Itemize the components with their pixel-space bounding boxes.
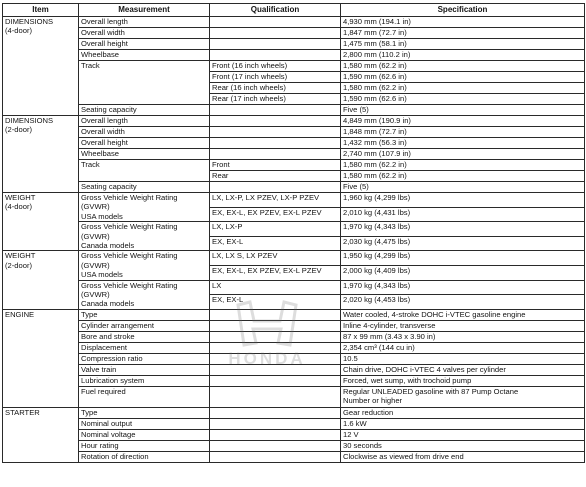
item-cell: [3, 309, 79, 407]
qualification-cell: [210, 418, 341, 429]
specification-value: 12 V: [343, 429, 359, 439]
qualification-cell: EX, EX-L, EX PZEV, EX-L PZEV: [210, 207, 341, 222]
qualification-cell: Front (16 inch wheels): [210, 61, 341, 72]
header-measurement: Measurement: [79, 4, 210, 17]
qualification-cell: [210, 407, 341, 418]
specification-cell: [341, 61, 585, 72]
measurement-label: Type: [81, 309, 98, 319]
specification-value: Inline 4-cylinder, transverse: [343, 320, 436, 330]
specification-cell: [341, 375, 585, 386]
specification-cell: [341, 331, 585, 342]
qualification-cell: EX, EX-L: [210, 236, 341, 251]
specification-cell: [341, 407, 585, 418]
measurement-label: Cylinder arrangement: [81, 320, 155, 330]
measurement-cell: [79, 251, 210, 280]
specification-cell: [341, 222, 585, 237]
item-cell: [3, 116, 79, 193]
spec-sheet: [2, 3, 584, 485]
measurement-label: Overall length: [81, 116, 128, 125]
specification-value: Five (5): [343, 105, 369, 114]
table-row: [3, 61, 585, 72]
measurement-cell: [79, 127, 210, 138]
measurement-label: Gross Vehicle Weight Rating: [81, 193, 178, 202]
qualification-cell: Rear (16 inch wheels): [210, 83, 341, 94]
item-label: (2-door): [5, 125, 33, 135]
measurement-cell: [79, 222, 210, 251]
specification-cell: [341, 353, 585, 364]
table-row: [3, 309, 585, 320]
measurement-cell: [79, 50, 210, 61]
specification-value: Five (5): [343, 182, 369, 191]
table-row: [3, 451, 585, 462]
specification-value: 1,580 mm (62.2 in): [343, 83, 407, 92]
specification-value: Water cooled, 4-stroke DOHC i-VTEC gasoline engine: [343, 309, 526, 319]
measurement-label: Wheelbase: [81, 50, 119, 59]
measurement-cell: [79, 353, 210, 364]
measurement-cell: [79, 386, 210, 407]
table-row: [3, 182, 585, 193]
specification-value: 1.6 kW: [343, 418, 367, 428]
qualification-cell: [210, 17, 341, 28]
measurement-label: Track: [81, 160, 100, 169]
table-row: [3, 375, 585, 386]
specification-cell: [341, 28, 585, 39]
measurement-label: Lubrication system: [81, 375, 145, 385]
measurement-label: Fuel required: [81, 386, 126, 396]
specification-value: 1,848 mm (72.7 in): [343, 127, 407, 136]
qualification-cell: [210, 127, 341, 138]
specification-value: 1,432 mm (56.3 in): [343, 138, 407, 147]
specification-value: Regular UNLEADED gasoline with 87 Pump Octane: [343, 386, 519, 396]
measurement-cell: [79, 28, 210, 39]
header-row: [3, 4, 585, 17]
table-row: [3, 320, 585, 331]
qualification-cell: Rear: [210, 171, 341, 182]
qualification-cell: [210, 364, 341, 375]
measurement-label: Type: [81, 407, 98, 417]
qualification-cell: [210, 116, 341, 127]
qualification-cell: EX, EX-L: [210, 295, 341, 310]
header-specification: Specification: [341, 4, 585, 17]
specification-value: 1,475 mm (58.1 in): [343, 39, 407, 48]
specification-cell: [341, 105, 585, 116]
measurement-cell: [79, 193, 210, 222]
item-label: STARTER: [5, 407, 40, 417]
item-label: DIMENSIONS: [5, 116, 54, 125]
measurement-cell: [79, 149, 210, 160]
qualification-cell: [210, 451, 341, 462]
header-qualification: Qualification: [210, 4, 341, 17]
specification-cell: [341, 138, 585, 149]
measurement-cell: [79, 116, 210, 127]
item-label: WEIGHT: [5, 251, 36, 261]
qualification-cell: Rear (17 inch wheels): [210, 94, 341, 105]
measurement-label: (GVWR): [81, 290, 110, 300]
specification-cell: [341, 149, 585, 160]
specification-value: 1,960 kg (4,299 lbs): [343, 193, 411, 202]
specification-cell: [341, 251, 585, 266]
measurement-label: Valve train: [81, 364, 117, 374]
measurement-label: Overall width: [81, 28, 125, 37]
measurement-label: Nominal output: [81, 418, 133, 428]
specification-cell: [341, 83, 585, 94]
measurement-cell: [79, 309, 210, 320]
specification-value: Number or higher: [343, 396, 403, 406]
measurement-label: Gross Vehicle Weight Rating: [81, 280, 178, 290]
table-row: [3, 50, 585, 61]
specification-value: 30 seconds: [343, 440, 382, 450]
measurement-cell: [79, 105, 210, 116]
qualification-cell: [210, 149, 341, 160]
measurement-cell: [79, 407, 210, 418]
specification-cell: [341, 429, 585, 440]
item-label: (4-door): [5, 26, 33, 36]
measurement-label: Overall height: [81, 39, 128, 48]
specification-value: Chain drive, DOHC i-VTEC 4 valves per cylinder: [343, 364, 506, 374]
measurement-cell: [79, 364, 210, 375]
specification-value: 2,800 mm (110.2 in): [343, 50, 411, 59]
measurement-cell: [79, 61, 210, 105]
table-row: [3, 160, 585, 171]
qualification-cell: [210, 320, 341, 331]
specification-cell: [341, 440, 585, 451]
specification-value: 2,354 cm³ (144 cu in): [343, 342, 415, 352]
table-row: [3, 28, 585, 39]
specification-value: 4,930 mm (194.1 in): [343, 17, 411, 26]
specification-value: 1,970 kg (4,343 lbs): [343, 222, 411, 232]
item-cell: [3, 407, 79, 462]
table-row: [3, 39, 585, 50]
table-row: [3, 127, 585, 138]
qualification-cell: [210, 28, 341, 39]
measurement-cell: [79, 160, 210, 182]
qualification-cell: [210, 440, 341, 451]
item-label: ENGINE: [5, 309, 35, 319]
qualification-cell: Front: [210, 160, 341, 171]
specification-value: 10.5: [343, 353, 358, 363]
qualification-cell: LX: [210, 280, 341, 295]
measurement-label: Canada models: [81, 299, 135, 309]
qualification-cell: [210, 386, 341, 407]
measurement-cell: [79, 182, 210, 193]
specifications-table: [2, 3, 585, 463]
measurement-label: Canada models: [81, 241, 135, 251]
table-row: [3, 251, 585, 266]
measurement-label: Gross Vehicle Weight Rating: [81, 222, 178, 232]
specification-cell: [341, 266, 585, 281]
item-cell: [3, 193, 79, 251]
measurement-label: Seating capacity: [81, 182, 137, 191]
measurement-label: Overall width: [81, 127, 125, 136]
table-body: [3, 17, 585, 463]
qualification-cell: [210, 39, 341, 50]
specification-value: 1,950 kg (4,299 lbs): [343, 251, 411, 261]
specification-cell: [341, 451, 585, 462]
table-row: [3, 149, 585, 160]
specification-cell: [341, 364, 585, 375]
qualification-cell: [210, 353, 341, 364]
measurement-cell: [79, 331, 210, 342]
specification-cell: [341, 193, 585, 208]
item-label: (4-door): [5, 202, 33, 212]
qualification-cell: [210, 182, 341, 193]
measurement-label: Displacement: [81, 342, 128, 352]
specification-value: Clockwise as viewed from drive end: [343, 451, 464, 461]
measurement-label: Wheelbase: [81, 149, 119, 158]
qualification-cell: EX, EX-L, EX PZEV, EX-L PZEV: [210, 266, 341, 281]
measurement-label: USA models: [81, 211, 123, 221]
measurement-label: Hour rating: [81, 440, 119, 450]
qualification-cell: [210, 50, 341, 61]
table-row: [3, 364, 585, 375]
header-item: Item: [3, 4, 79, 17]
measurement-label: Seating capacity: [81, 105, 137, 114]
item-cell: [3, 251, 79, 309]
table-row: [3, 386, 585, 407]
measurement-cell: [79, 451, 210, 462]
specification-cell: [341, 386, 585, 407]
specification-cell: [341, 160, 585, 171]
specification-value: Forced, wet sump, with trochoid pump: [343, 375, 472, 385]
specification-cell: [341, 320, 585, 331]
specification-value: 1,970 kg (4,343 lbs): [343, 280, 411, 290]
specification-value: 2,740 mm (107.9 in): [343, 149, 411, 158]
specification-cell: [341, 39, 585, 50]
measurement-label: USA models: [81, 270, 123, 280]
qualification-cell: [210, 331, 341, 342]
measurement-label: Compression ratio: [81, 353, 143, 363]
qualification-cell: Front (17 inch wheels): [210, 72, 341, 83]
specification-value: 1,580 mm (62.2 in): [343, 171, 407, 180]
measurement-label: (GVWR): [81, 260, 110, 270]
specification-cell: [341, 295, 585, 310]
table-row: [3, 17, 585, 28]
specification-cell: [341, 116, 585, 127]
specification-cell: [341, 94, 585, 105]
measurement-label: Bore and stroke: [81, 331, 135, 341]
item-cell: [3, 17, 79, 116]
measurement-cell: [79, 138, 210, 149]
measurement-cell: [79, 280, 210, 309]
specification-value: 1,847 mm (72.7 in): [343, 28, 407, 37]
table-row: [3, 222, 585, 237]
item-label: (2-door): [5, 260, 33, 270]
specification-value: 2,020 kg (4,453 lbs): [343, 295, 411, 305]
table-row: [3, 193, 585, 208]
specification-value: 2,030 kg (4,475 lbs): [343, 236, 411, 246]
qualification-cell: [210, 375, 341, 386]
measurement-cell: [79, 429, 210, 440]
measurement-label: (GVWR): [81, 231, 110, 241]
specification-value: Gear reduction: [343, 407, 394, 417]
table-row: [3, 342, 585, 353]
measurement-cell: [79, 440, 210, 451]
measurement-label: (GVWR): [81, 202, 110, 212]
qualification-cell: [210, 138, 341, 149]
measurement-label: Rotation of direction: [81, 451, 149, 461]
measurement-label: Overall length: [81, 17, 128, 26]
qualification-cell: LX, LX-P, LX PZEV, LX-P PZEV: [210, 193, 341, 208]
specification-cell: [341, 50, 585, 61]
specification-cell: [341, 236, 585, 251]
measurement-cell: [79, 342, 210, 353]
specification-cell: [341, 309, 585, 320]
specification-value: 1,580 mm (62.2 in): [343, 160, 407, 169]
measurement-cell: [79, 375, 210, 386]
qualification-cell: [210, 429, 341, 440]
measurement-cell: [79, 39, 210, 50]
specification-value: 87 x 99 mm (3.43 x 3.90 in): [343, 331, 436, 341]
qualification-cell: LX, LX-P: [210, 222, 341, 237]
specification-cell: [341, 127, 585, 138]
measurement-cell: [79, 17, 210, 28]
specification-cell: [341, 17, 585, 28]
table-row: [3, 440, 585, 451]
specification-cell: [341, 418, 585, 429]
table-row: [3, 138, 585, 149]
table-row: [3, 353, 585, 364]
measurement-label: Track: [81, 61, 100, 70]
specification-value: 1,590 mm (62.6 in): [343, 94, 407, 103]
specification-value: 2,010 kg (4,431 lbs): [343, 207, 411, 217]
table-row: [3, 429, 585, 440]
table-row: [3, 331, 585, 342]
table-row: [3, 407, 585, 418]
table-row: [3, 105, 585, 116]
table-row: [3, 116, 585, 127]
specification-cell: [341, 182, 585, 193]
table-row: [3, 280, 585, 295]
watermark-text: HONDA: [228, 349, 306, 368]
specification-cell: [341, 342, 585, 353]
table-row: [3, 418, 585, 429]
measurement-label: Overall height: [81, 138, 128, 147]
specification-cell: [341, 171, 585, 182]
specification-value: 1,580 mm (62.2 in): [343, 61, 407, 70]
qualification-cell: [210, 105, 341, 116]
specification-value: 1,590 mm (62.6 in): [343, 72, 407, 81]
specification-cell: [341, 207, 585, 222]
specification-cell: [341, 72, 585, 83]
qualification-cell: [210, 342, 341, 353]
specification-value: 2,000 kg (4,409 lbs): [343, 266, 411, 276]
item-label: WEIGHT: [5, 193, 36, 202]
measurement-label: Gross Vehicle Weight Rating: [81, 251, 178, 261]
specification-cell: [341, 280, 585, 295]
measurement-cell: [79, 320, 210, 331]
item-label: DIMENSIONS: [5, 17, 54, 26]
specification-value: 4,849 mm (190.9 in): [343, 116, 411, 125]
measurement-label: Nominal voltage: [81, 429, 136, 439]
measurement-cell: [79, 418, 210, 429]
qualification-cell: LX, LX S, LX PZEV: [210, 251, 341, 266]
qualification-cell: [210, 309, 341, 320]
